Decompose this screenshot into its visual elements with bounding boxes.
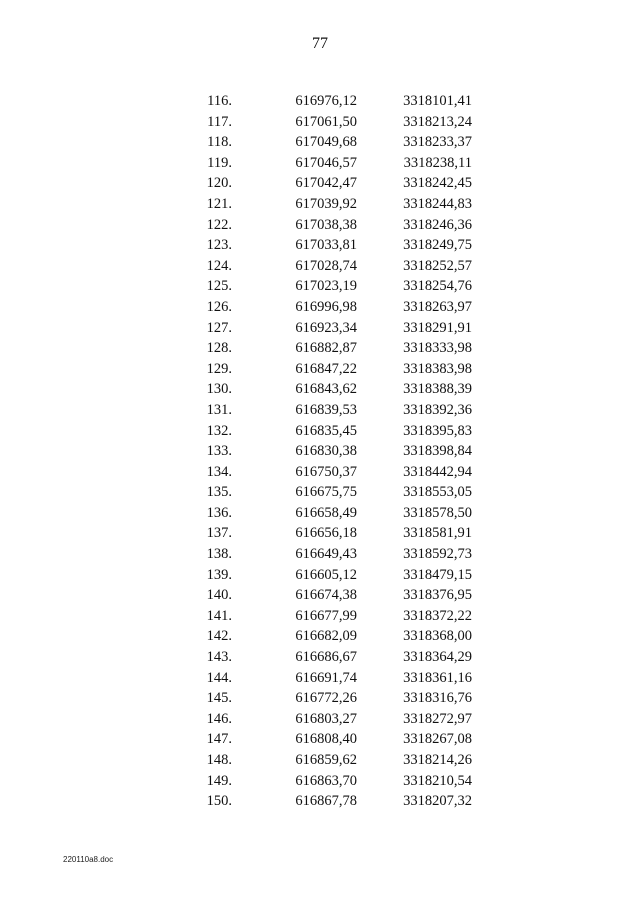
- x-coordinate: 617039,92: [295, 195, 357, 212]
- x-coordinate: 616750,37: [295, 463, 357, 480]
- x-coordinate: 616605,12: [295, 566, 357, 583]
- table-row: [190, 626, 472, 647]
- point-number: 139.: [206, 566, 232, 583]
- point-number: 128.: [206, 340, 232, 357]
- table-row: [190, 585, 472, 606]
- x-coordinate: 616830,38: [295, 443, 357, 460]
- table-row: [190, 688, 472, 709]
- point-number: 131.: [206, 401, 232, 418]
- x-coordinate: 616674,38: [295, 587, 357, 604]
- x-coordinate: 616847,22: [295, 360, 357, 377]
- x-coordinate: 616656,18: [295, 525, 357, 542]
- y-coordinate: 3318249,75: [403, 237, 472, 254]
- x-coordinate: 617023,19: [295, 278, 357, 295]
- y-coordinate: 3318101,41: [403, 93, 472, 109]
- point-number: 147.: [206, 731, 232, 748]
- table-row: [190, 379, 472, 400]
- point-number: 117.: [207, 113, 232, 130]
- table-row: [190, 256, 472, 277]
- y-coordinate: 3318213,24: [403, 113, 472, 130]
- point-number: 122.: [206, 216, 232, 233]
- x-coordinate: 617049,68: [295, 134, 357, 151]
- x-coordinate: 616835,45: [295, 422, 357, 439]
- point-number: 134.: [206, 463, 232, 480]
- table-row: [190, 359, 472, 380]
- x-coordinate: 617042,47: [295, 175, 357, 192]
- table-row: [190, 482, 472, 503]
- point-number: 118.: [207, 134, 232, 151]
- x-coordinate: 616649,43: [295, 546, 357, 563]
- y-coordinate: 3318581,91: [403, 525, 472, 542]
- y-coordinate: 3318267,08: [403, 731, 472, 748]
- table-row: [190, 750, 472, 771]
- table-row: [190, 400, 472, 421]
- point-number: 120.: [206, 175, 232, 192]
- point-number: 119.: [207, 154, 232, 171]
- table-row: [190, 668, 472, 689]
- y-coordinate: 3318333,98: [403, 340, 472, 357]
- point-number: 146.: [206, 710, 232, 727]
- table-row: [190, 421, 472, 442]
- y-coordinate: 3318238,11: [403, 154, 472, 171]
- point-number: 144.: [206, 669, 232, 686]
- x-coordinate: 616803,27: [295, 710, 357, 727]
- point-number: 137.: [206, 525, 232, 542]
- y-coordinate: 3318361,16: [403, 669, 472, 686]
- y-coordinate: 3318578,50: [403, 504, 472, 521]
- table-row: [190, 544, 472, 565]
- y-coordinate: 3318368,00: [403, 628, 472, 645]
- y-coordinate: 3318398,84: [403, 443, 472, 460]
- y-coordinate: 3318272,97: [403, 710, 472, 727]
- point-number: 150.: [206, 793, 232, 810]
- point-number: 141.: [206, 607, 232, 624]
- x-coordinate: 616675,75: [295, 484, 357, 501]
- point-number: 130.: [206, 381, 232, 398]
- point-number: 126.: [206, 298, 232, 315]
- y-coordinate: 3318553,05: [403, 484, 472, 501]
- x-coordinate: 616658,49: [295, 504, 357, 521]
- y-coordinate: 3318479,15: [403, 566, 472, 583]
- y-coordinate: 3318242,45: [403, 175, 472, 192]
- table-row: [190, 215, 472, 236]
- y-coordinate: 3318244,83: [403, 195, 472, 212]
- y-coordinate: 3318383,98: [403, 360, 472, 377]
- x-coordinate: 616843,62: [295, 381, 357, 398]
- table-row: [190, 647, 472, 668]
- x-coordinate: 616996,98: [295, 298, 357, 315]
- x-coordinate: 616808,40: [295, 731, 357, 748]
- table-row: [190, 791, 472, 812]
- table-row: [190, 91, 472, 112]
- y-coordinate: 3318263,97: [403, 298, 472, 315]
- y-coordinate: 3318388,39: [403, 381, 472, 398]
- point-number: 145.: [206, 690, 232, 707]
- table-row: [190, 709, 472, 730]
- x-coordinate: 617028,74: [295, 257, 357, 274]
- table-row: [190, 523, 472, 544]
- y-coordinate: 3318214,26: [403, 752, 472, 768]
- y-coordinate: 3318233,37: [403, 134, 472, 151]
- table-row: [190, 338, 472, 359]
- y-coordinate: 3318442,94: [403, 463, 472, 480]
- x-coordinate: 616859,62: [295, 752, 357, 768]
- y-coordinate: 3318246,36: [403, 216, 472, 233]
- point-number: 132.: [206, 422, 232, 439]
- point-number: 149.: [206, 772, 232, 789]
- table-row: [190, 235, 472, 256]
- coordinates-table-body: [190, 91, 472, 812]
- table-row: [190, 173, 472, 194]
- y-coordinate: 3318207,32: [403, 793, 472, 810]
- y-coordinate: 3318252,57: [403, 257, 472, 274]
- point-number: 129.: [206, 360, 232, 377]
- document-filename: 220110a8.doc: [63, 855, 114, 864]
- x-coordinate: 617046,57: [295, 154, 357, 171]
- table-row: [190, 112, 472, 133]
- table-row: [190, 276, 472, 297]
- table-row: [190, 729, 472, 750]
- x-coordinate: 616686,67: [295, 649, 357, 666]
- x-coordinate: 616923,34: [295, 319, 357, 336]
- point-number: 148.: [206, 752, 232, 768]
- y-coordinate: 3318592,73: [403, 546, 472, 563]
- x-coordinate: 616867,78: [295, 793, 357, 810]
- table-row: [190, 462, 472, 483]
- x-coordinate: 616691,74: [295, 669, 357, 686]
- table-row: [190, 503, 472, 524]
- point-number: 116.: [207, 93, 232, 109]
- point-number: 135.: [206, 484, 232, 501]
- y-coordinate: 3318291,91: [403, 319, 472, 336]
- table-row: [190, 132, 472, 153]
- table-row: [190, 771, 472, 792]
- x-coordinate: 617038,38: [295, 216, 357, 233]
- point-number: 127.: [206, 319, 232, 336]
- table-row: [190, 194, 472, 215]
- x-coordinate: 616772,26: [295, 690, 357, 707]
- point-number: 121.: [206, 195, 232, 212]
- coordinates-table: [190, 91, 472, 812]
- x-coordinate: 616677,99: [295, 607, 357, 624]
- point-number: 136.: [206, 504, 232, 521]
- table-row: [190, 153, 472, 174]
- y-coordinate: 3318316,76: [403, 690, 472, 707]
- point-number: 123.: [206, 237, 232, 254]
- x-coordinate: 616682,09: [295, 628, 357, 645]
- table-row: [190, 606, 472, 627]
- y-coordinate: 3318392,36: [403, 401, 472, 418]
- y-coordinate: 3318364,29: [403, 649, 472, 666]
- x-coordinate: 617061,50: [295, 113, 357, 130]
- y-coordinate: 3318376,95: [403, 587, 472, 604]
- x-coordinate: 616882,87: [295, 340, 357, 357]
- x-coordinate: 616863,70: [295, 772, 357, 789]
- point-number: 140.: [206, 587, 232, 604]
- y-coordinate: 3318372,22: [403, 607, 472, 624]
- point-number: 124.: [206, 257, 232, 274]
- table-row: [190, 441, 472, 462]
- x-coordinate: 616839,53: [295, 401, 357, 418]
- y-coordinate: 3318210,54: [403, 772, 472, 789]
- table-row: [190, 297, 472, 318]
- point-number: 142.: [206, 628, 232, 645]
- y-coordinate: 3318254,76: [403, 278, 472, 295]
- x-coordinate: 617033,81: [295, 237, 357, 254]
- point-number: 133.: [206, 443, 232, 460]
- table-row: [190, 318, 472, 339]
- x-coordinate: 616976,12: [295, 93, 357, 109]
- table-row: [190, 565, 472, 586]
- point-number: 143.: [206, 649, 232, 666]
- page-number: 77: [312, 35, 328, 52]
- point-number: 138.: [206, 546, 232, 563]
- y-coordinate: 3318395,83: [403, 422, 472, 439]
- point-number: 125.: [206, 278, 232, 295]
